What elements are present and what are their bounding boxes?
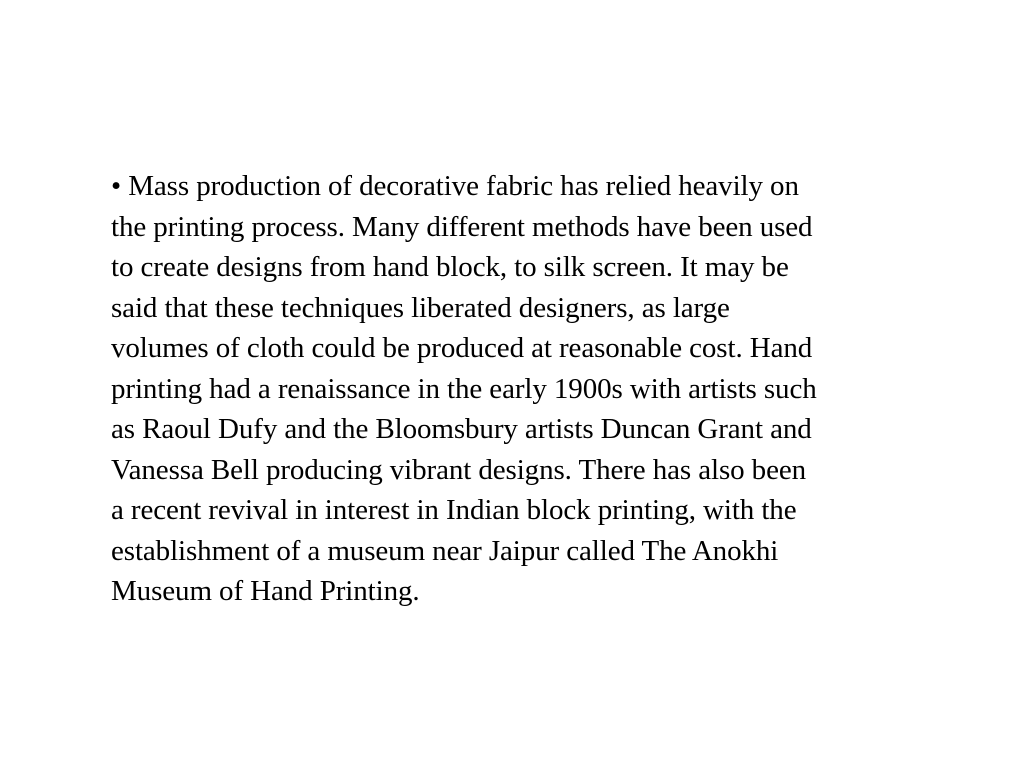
text-line: volumes of cloth could be produced at reasonable cost. Hand — [111, 332, 813, 364]
text-line: Museum of Hand Printing. — [111, 575, 420, 607]
bullet-icon: • — [111, 170, 122, 202]
text-line: establishment of a museum near Jaipur called The Anokhi — [111, 534, 779, 567]
text-line: the printing process. Many different methods have been used — [111, 210, 813, 243]
text-line: said that these techniques liberated designers, as large — [111, 291, 730, 324]
text-line: to create designs from hand block, to silk screen. It may be — [111, 251, 789, 283]
text-line-content: Mass production of decorative fabric has relied heavily on — [128, 170, 799, 202]
text-line — [111, 166, 951, 207]
text-line: as Raoul Dufy and the Bloomsbury artists Duncan Grant and — [111, 413, 812, 445]
bullet-paragraph — [111, 166, 951, 612]
text-line: Vanessa Bell producing vibrant designs. There has also been — [111, 453, 807, 486]
text-line: a recent revival in interest in Indian block printing, with the — [111, 494, 797, 526]
text-line: printing had a renaissance in the early 1900s with artists such — [111, 372, 817, 405]
